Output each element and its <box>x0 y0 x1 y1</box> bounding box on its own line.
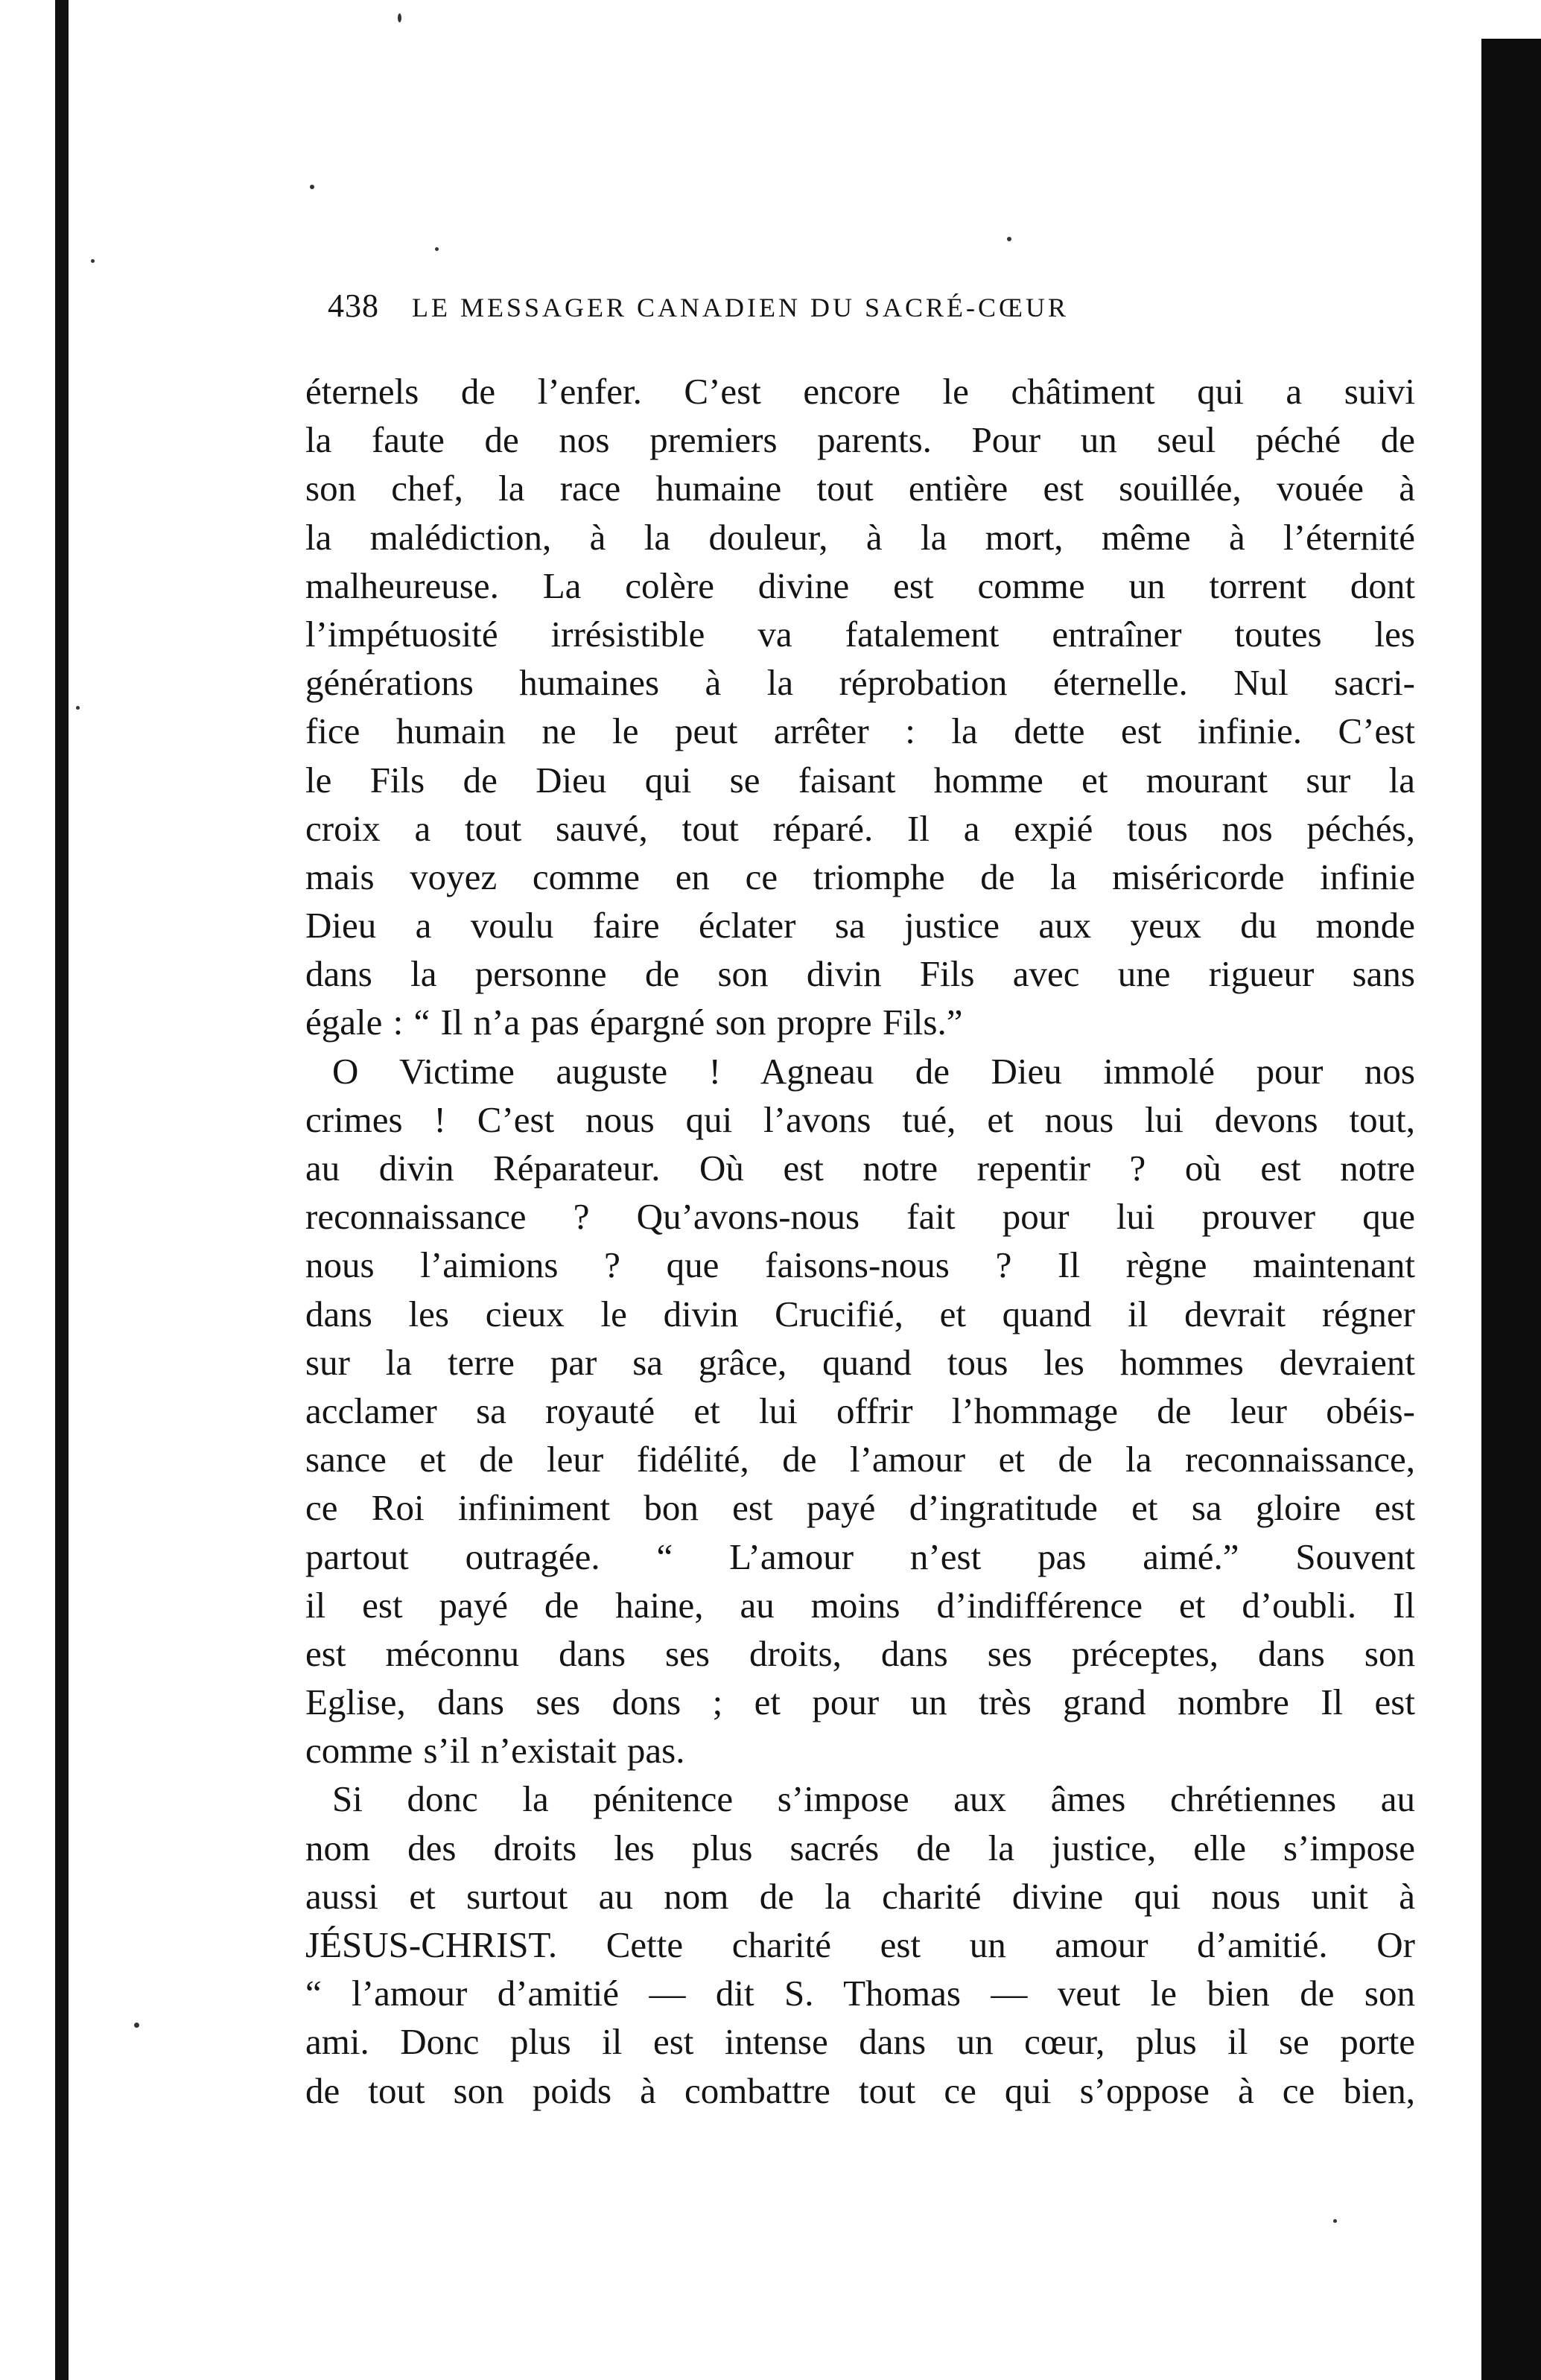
text-line: au divin Réparateur. Où est notre repentir ? où est notre <box>305 1148 1415 1189</box>
scan-speck <box>76 706 80 710</box>
text-line: nous l’aimions ? que faisons-nous ? Il règne maintenant <box>305 1244 1415 1286</box>
page-header <box>328 287 1415 331</box>
text-line: aussi et surtout au nom de la charité divine qui nous unit à <box>305 1875 1415 1917</box>
text-line: dans les cieux le divin Crucifié, et quand il devrait régner <box>305 1293 1415 1334</box>
text-line: Eglise, dans ses dons ; et pour un très grand nombre Il est <box>305 1681 1415 1723</box>
text-line: il est payé de haine, au moins d’indifférence et d’oubli. Il <box>305 1584 1415 1626</box>
text-line: le Fils de Dieu qui se faisant homme et mourant sur la <box>305 759 1415 801</box>
scan-speck <box>1333 2219 1337 2223</box>
page-number: 438 <box>328 287 379 324</box>
book-page <box>305 287 1415 2115</box>
text-line: son chef, la race humaine tout entière est souillée, vouée à <box>305 468 1415 509</box>
text-line: mais voyez comme en ce triomphe de la miséricorde infinie <box>305 856 1415 897</box>
scan-speck <box>134 2023 139 2028</box>
text-line: fice humain ne le peut arrêter : la dette est infinie. C’est <box>305 710 1415 752</box>
text-line: Si donc la pénitence s’impose aux âmes chrétiennes au <box>332 1778 1415 1820</box>
text-line: sance et de leur fidélité, de l’amour et de la reconnaissance, <box>305 1439 1415 1480</box>
scan-binding-edge <box>55 0 69 2380</box>
scan-speck <box>1007 237 1011 241</box>
text-line: comme s’il n’existait pas. <box>305 1730 685 1772</box>
text-line: générations humaines à la réprobation éternelle. Nul sacri- <box>305 662 1415 704</box>
text-line: croix a tout sauvé, tout réparé. Il a expié tous nos péchés, <box>305 807 1415 849</box>
text-line: égale : “ Il n’a pas épargné son propre Fils.” <box>305 1002 963 1043</box>
text-line: malheureuse. La colère divine est comme un torrent dont <box>305 564 1415 606</box>
text-line: de tout son poids à combattre tout ce qui s’oppose à ce bien, <box>305 2069 1415 2111</box>
scan-speck <box>91 259 95 263</box>
scan-speck <box>435 247 439 251</box>
text-line: dans la personne de son divin Fils avec une rigueur sans <box>305 953 1415 995</box>
text-line: partout outragée. “ L’amour n’est pas aimé.” Souvent <box>305 1536 1415 1577</box>
scan-speck <box>310 185 314 189</box>
text-line: JÉSUS-CHRIST. Cette charité est un amour d’amitié. Or <box>305 1924 1415 1965</box>
body-text <box>305 367 1415 2115</box>
text-line: ce Roi infiniment bon est payé d’ingratitude et sa gloire est <box>305 1487 1415 1529</box>
text-line: reconnaissance ? Qu’avons-nous fait pour lui prouver que <box>305 1196 1415 1238</box>
running-head: LE MESSAGER CANADIEN DU SACRÉ-CŒUR <box>412 293 1070 322</box>
text-line: ami. Donc plus il est intense dans un cœur, plus il se porte <box>305 2021 1415 2063</box>
text-line: la malédiction, à la douleur, à la mort, même à l’éternité <box>305 516 1415 558</box>
text-line: la faute de nos premiers parents. Pour un seul péché de <box>305 419 1415 461</box>
text-line: “ l’amour d’amitié — dit S. Thomas — veut le bien de son <box>305 1973 1415 2014</box>
scan-page-edge <box>1481 39 1541 2380</box>
text-line: nom des droits les plus sacrés de la justice, elle s’impose <box>305 1827 1415 1868</box>
text-line: éternels de l’enfer. C’est encore le châtiment qui a suivi <box>305 371 1415 412</box>
text-line: crimes ! C’est nous qui l’avons tué, et nous lui devons tout, <box>305 1098 1415 1140</box>
text-line: sur la terre par sa grâce, quand tous les hommes devraient <box>305 1341 1415 1383</box>
text-line: acclamer sa royauté et lui offrir l’hommage de leur obéis- <box>305 1390 1415 1431</box>
text-line: est méconnu dans ses droits, dans ses préceptes, dans son <box>305 1632 1415 1674</box>
text-line: O Victime auguste ! Agneau de Dieu immolé pour nos <box>332 1050 1415 1092</box>
text-line: l’impétuosité irrésistible va fatalement entraîner toutes les <box>305 613 1415 655</box>
text-line: Dieu a voulu faire éclater sa justice aux yeux du monde <box>305 905 1415 946</box>
scan-speck <box>398 13 401 22</box>
